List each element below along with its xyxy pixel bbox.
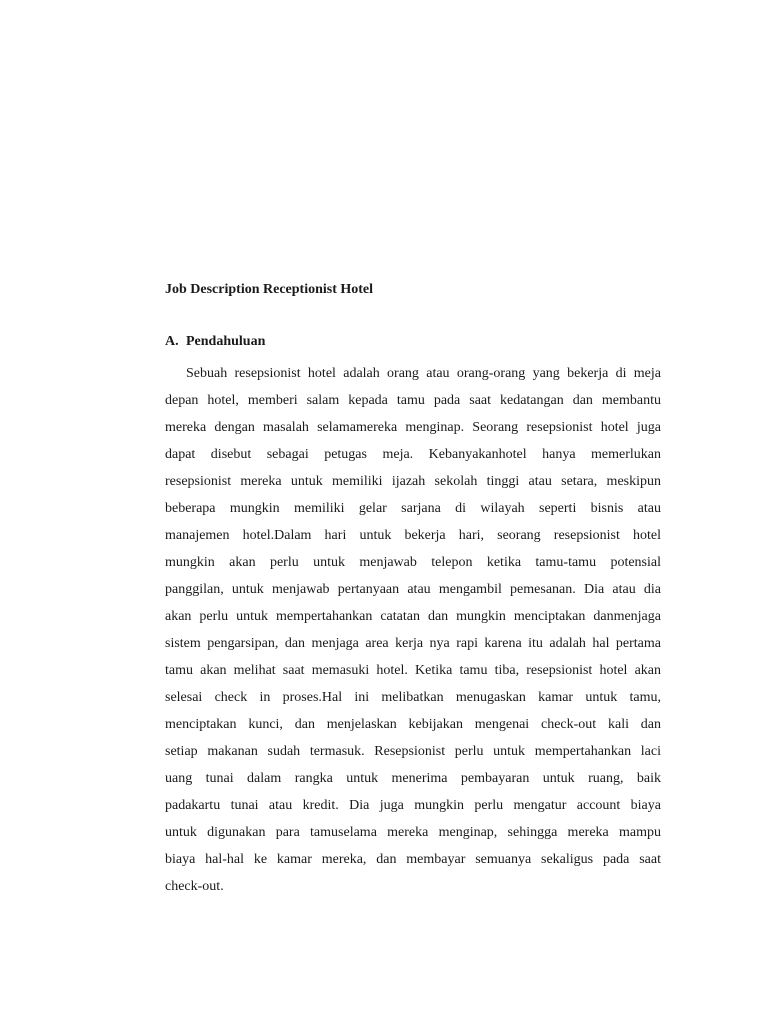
paragraph-line: menciptakan kunci, dan menjelaskan kebijakan mengenai check-out kali dan [165, 717, 661, 732]
paragraph-line: tamu akan melihat saat memasuki hotel. Ketika tamu tiba, resepsionist hotel akan [165, 663, 661, 678]
section-title: Pendahuluan [186, 334, 266, 349]
paragraph-line: manajemen hotel.Dalam hari untuk bekerja hari, seorang resepsionist hotel [165, 528, 661, 543]
paragraph-line: untuk digunakan para tamuselama mereka menginap, sehingga mereka mampu [165, 825, 661, 840]
paragraph-line: akan perlu untuk mempertahankan catatan dan mungkin menciptakan danmenjaga [165, 609, 661, 624]
section-number: A. [165, 334, 179, 349]
paragraph-line: check-out. [165, 879, 224, 894]
paragraph-line: padakartu tunai atau kredit. Dia juga mungkin perlu mengatur account biaya [165, 798, 661, 813]
paragraph-line: mungkin akan perlu untuk menjawab telepon ketika tamu-tamu potensial [165, 555, 661, 570]
paragraph-line: depan hotel, memberi salam kepada tamu pada saat kedatangan dan membantu [165, 393, 661, 408]
document-title: Job Description Receptionist Hotel [165, 282, 374, 297]
paragraph-line: biaya hal-hal ke kamar mereka, dan membayar semuanya sekaligus pada saat [165, 852, 661, 867]
paragraph-line: resepsionist mereka untuk memiliki ijazah sekolah tinggi atau setara, meskipun [165, 474, 661, 489]
paragraph-line: beberapa mungkin memiliki gelar sarjana di wilayah seperti bisnis atau [165, 501, 661, 516]
paragraph-line: dapat disebut sebagai petugas meja. Kebanyakanhotel hanya memerlukan [165, 447, 661, 462]
paragraph-line: setiap makanan sudah termasuk. Resepsionist perlu untuk mempertahankan laci [165, 744, 661, 759]
paragraph-line: panggilan, untuk menjawab pertanyaan atau mengambil pemesanan. Dia atau dia [165, 582, 661, 597]
paragraph-line: mereka dengan masalah selamamereka menginap. Seorang resepsionist hotel juga [165, 420, 661, 435]
paragraph-line: selesai check in proses.Hal ini melibatkan menugaskan kamar untuk tamu, [165, 690, 661, 705]
paragraph-line: uang tunai dalam rangka untuk menerima pembayaran untuk ruang, baik [165, 771, 661, 786]
paragraph-line: sistem pengarsipan, dan menjaga area kerja nya rapi karena itu adalah hal pertama [165, 636, 661, 651]
paragraph-line: Sebuah resepsionist hotel adalah orang atau orang-orang yang bekerja di meja [186, 366, 661, 381]
section-heading [165, 332, 265, 352]
section-paragraph [165, 360, 661, 900]
